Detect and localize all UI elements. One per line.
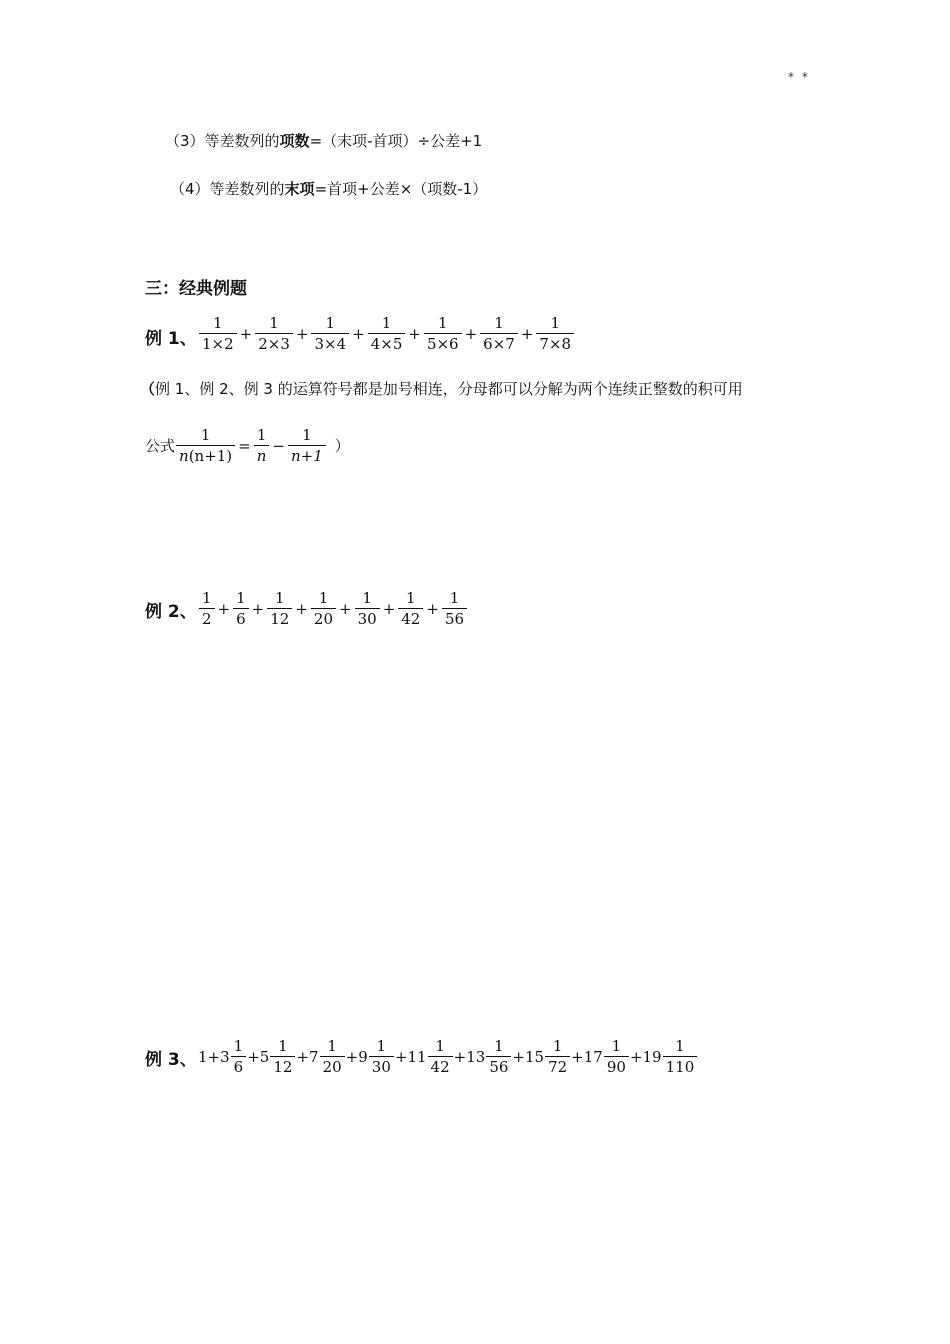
equals-sign: = xyxy=(238,436,251,455)
fraction-denominator: 7×8 xyxy=(536,333,574,352)
whole-number: 7 xyxy=(309,1047,319,1066)
fraction-denominator: 1×2 xyxy=(199,333,237,352)
fraction-numerator: 1 xyxy=(675,1037,685,1055)
plus-sign: + xyxy=(295,324,309,343)
whole-number: 17 xyxy=(583,1047,603,1066)
fraction-numerator: 1 xyxy=(256,426,267,444)
fraction-numerator: 1 xyxy=(449,589,460,607)
example2-expression xyxy=(198,590,468,627)
plus-sign: + xyxy=(296,1047,310,1066)
fraction-numerator: 1 xyxy=(611,1037,622,1055)
note-formula xyxy=(145,427,350,464)
fraction-numerator: 1 xyxy=(435,1037,445,1055)
fraction-numerator: 1 xyxy=(376,1037,387,1055)
whole-number: 19 xyxy=(642,1047,662,1066)
formula-rest: =（末项-首项）÷公差+1 xyxy=(309,132,483,150)
fraction xyxy=(267,590,292,627)
fraction xyxy=(604,1038,629,1075)
fraction-numerator: 1 xyxy=(550,314,560,332)
plus-sign: + xyxy=(345,1047,359,1066)
fraction xyxy=(270,1038,295,1075)
fraction-denominator: 6 xyxy=(231,1056,247,1075)
fraction-denominator: 5×6 xyxy=(424,333,462,352)
formula-term1-fraction xyxy=(254,427,270,464)
fraction-numerator: 1 xyxy=(362,589,372,607)
plus-sign: + xyxy=(464,324,478,343)
fraction xyxy=(320,1038,345,1075)
plus-sign: + xyxy=(352,324,365,343)
formula-prefix: （3）等差数列的 xyxy=(165,132,280,150)
fraction-denominator: 12 xyxy=(267,608,292,627)
whole-number: 5 xyxy=(259,1047,270,1066)
fraction xyxy=(428,1038,453,1075)
fraction xyxy=(536,315,574,352)
fraction xyxy=(663,1038,698,1075)
fraction-denominator: 72 xyxy=(545,1056,570,1075)
fraction-denominator: 2×3 xyxy=(255,333,293,352)
fraction xyxy=(355,590,380,627)
plus-sign: + xyxy=(339,599,352,618)
whole-number: 13 xyxy=(466,1047,486,1066)
formula-term: 末项 xyxy=(284,180,315,198)
fraction-numerator: 1 xyxy=(275,589,285,607)
whole-number: 11 xyxy=(407,1047,427,1066)
fraction-denominator: 30 xyxy=(355,608,380,627)
plus-sign: + xyxy=(247,1047,260,1066)
plus-sign: + xyxy=(382,599,396,618)
fraction-denominator: 20 xyxy=(311,608,336,627)
note-line1 xyxy=(140,378,743,399)
fraction-numerator: 1 xyxy=(437,314,448,332)
fraction-denominator: 56 xyxy=(442,608,467,627)
fraction-numerator: 1 xyxy=(302,426,312,444)
fraction xyxy=(255,315,293,352)
fraction-denominator: 42 xyxy=(428,1056,453,1075)
formula-item-count xyxy=(165,130,482,151)
whole-number: 3 xyxy=(220,1047,230,1066)
fraction-numerator: 1 xyxy=(327,1037,337,1055)
example1-expression xyxy=(198,315,575,352)
fraction-denominator: 20 xyxy=(320,1056,345,1075)
fraction-denominator: 30 xyxy=(369,1056,394,1075)
plus-sign: + xyxy=(251,599,265,618)
section-title: 三：经典例题 xyxy=(145,279,247,299)
fraction xyxy=(424,315,462,352)
plus-sign: + xyxy=(512,1047,525,1066)
fraction-denominator: 4×5 xyxy=(368,333,406,352)
note-text: 例 1、例 2、例 3 的运算符号都是加号相连，分母都可以分解为两个连续正整数的积可用 xyxy=(155,380,743,398)
plus-sign: + xyxy=(295,599,308,618)
fraction xyxy=(233,590,249,627)
fraction-denominator: 2 xyxy=(199,608,215,627)
formula-term2-fraction xyxy=(288,427,326,464)
formula-rest: =首项+公差×（项数-1） xyxy=(314,180,488,198)
fraction-numerator: 1 xyxy=(269,314,279,332)
plus-sign: + xyxy=(426,599,439,618)
lead-term: 1+ xyxy=(198,1047,221,1066)
fraction xyxy=(480,315,518,352)
fraction-numerator: 1 xyxy=(318,589,329,607)
fraction-denominator: n xyxy=(254,445,270,464)
fraction xyxy=(311,590,336,627)
fraction xyxy=(311,315,349,352)
fraction xyxy=(369,1038,394,1075)
fraction xyxy=(199,315,237,352)
fraction xyxy=(368,315,406,352)
fraction-numerator: 1 xyxy=(494,1037,504,1055)
den-rest: (n+1) xyxy=(188,447,233,465)
plus-sign: + xyxy=(520,324,534,343)
plus-sign: + xyxy=(629,1047,643,1066)
fraction-numerator: 1 xyxy=(236,589,246,607)
plus-sign: + xyxy=(394,1047,408,1066)
fraction-denominator: 3×4 xyxy=(311,333,349,352)
fraction xyxy=(442,590,467,627)
header-mark: * * xyxy=(788,70,810,84)
fraction-numerator: 1 xyxy=(202,589,212,607)
fraction-numerator: 1 xyxy=(213,314,223,332)
whole-number: 9 xyxy=(358,1047,368,1066)
plus-sign: + xyxy=(571,1047,584,1066)
fraction xyxy=(486,1038,511,1075)
fraction xyxy=(199,590,215,627)
var-n: n xyxy=(179,447,189,465)
fraction-denominator: 6 xyxy=(233,608,249,627)
fraction-numerator: 1 xyxy=(406,589,416,607)
fraction-numerator: 1 xyxy=(278,1037,288,1055)
note-open-paren: （ xyxy=(140,380,156,398)
fraction-denominator xyxy=(176,445,235,464)
plus-sign: + xyxy=(239,324,253,343)
fraction-denominator: 90 xyxy=(604,1056,629,1075)
fraction-numerator: 1 xyxy=(552,1037,563,1055)
formula-prefix: （4）等差数列的 xyxy=(170,180,285,198)
fraction-numerator: 1 xyxy=(325,314,336,332)
plus-sign: + xyxy=(453,1047,467,1066)
fraction-numerator: 1 xyxy=(494,314,504,332)
note-formula-prefix: 公式 xyxy=(145,437,176,455)
fraction-denominator: 110 xyxy=(663,1056,698,1075)
example2-label: 例 2、 xyxy=(145,602,197,622)
fraction-denominator: 12 xyxy=(270,1056,295,1075)
fraction-denominator: n+1 xyxy=(288,445,326,464)
example3-expression xyxy=(198,1038,698,1075)
minus-sign: − xyxy=(272,436,285,455)
formula-lhs-fraction xyxy=(176,427,235,464)
fraction-numerator: 1 xyxy=(200,426,211,444)
formula-last-term xyxy=(170,178,487,199)
plus-sign: + xyxy=(408,324,421,343)
whole-number: 15 xyxy=(524,1047,545,1066)
note-close-paren: ） xyxy=(334,437,350,455)
fraction xyxy=(545,1038,570,1075)
fraction-denominator: 56 xyxy=(486,1056,511,1075)
fraction-denominator: 6×7 xyxy=(480,333,518,352)
fraction-denominator: 42 xyxy=(398,608,423,627)
fraction xyxy=(398,590,423,627)
example3-label: 例 3、 xyxy=(145,1050,197,1070)
formula-term: 项数 xyxy=(279,132,310,150)
fraction-numerator: 1 xyxy=(381,314,392,332)
fraction xyxy=(231,1038,247,1075)
example1-label: 例 1、 xyxy=(145,329,197,349)
fraction-numerator: 1 xyxy=(233,1037,244,1055)
plus-sign: + xyxy=(217,599,231,618)
